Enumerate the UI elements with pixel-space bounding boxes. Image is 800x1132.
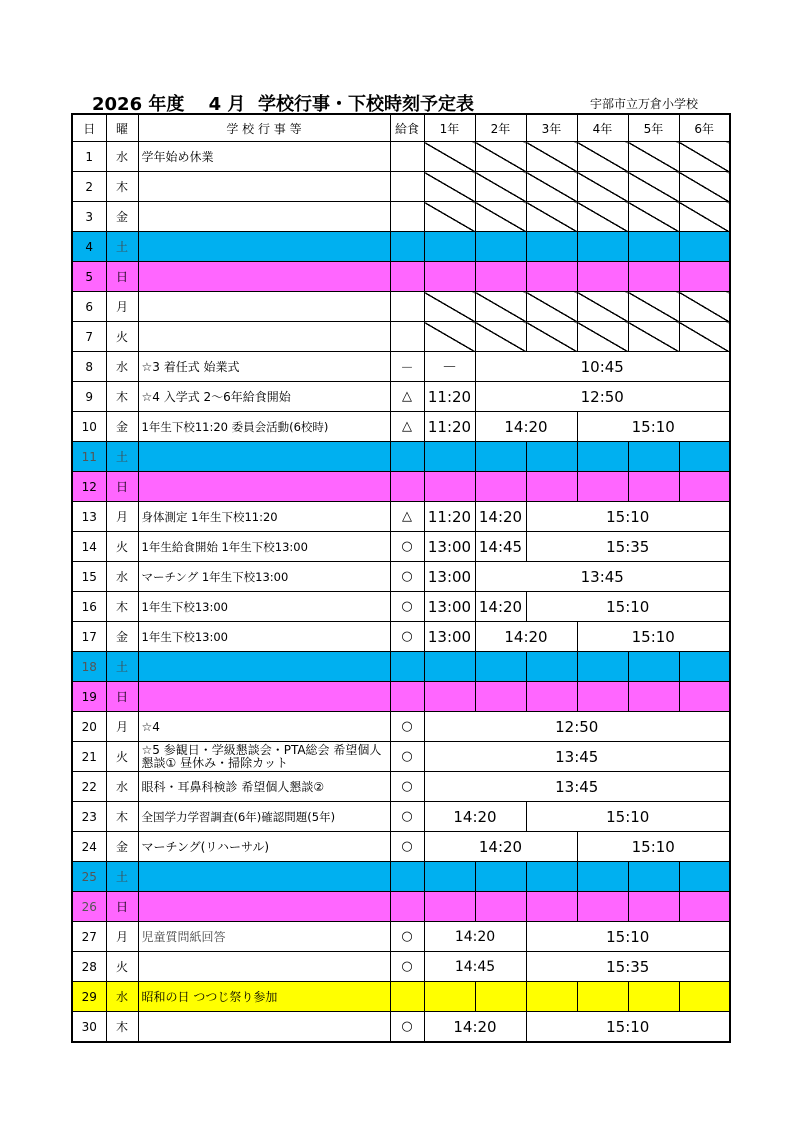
table-row <box>72 412 730 442</box>
event-cell <box>138 652 390 682</box>
grade-cell <box>577 232 628 262</box>
grade-1-time: 11:20 <box>424 382 475 412</box>
header-grade-5: 5年 <box>628 114 679 142</box>
grade-cell <box>526 892 577 922</box>
no-school-cell <box>424 172 475 202</box>
day-cell: 2 <box>72 172 106 202</box>
grade-cell <box>424 982 475 1012</box>
header-events: 学 校 行 事 等 <box>138 114 390 142</box>
table-row-saturday <box>72 442 730 472</box>
day-cell: 4 <box>72 232 106 262</box>
no-school-cell <box>526 172 577 202</box>
day-cell: 22 <box>72 772 106 802</box>
day-cell: 9 <box>72 382 106 412</box>
grade-cell <box>628 892 679 922</box>
day-cell: 19 <box>72 682 106 712</box>
lunch-cell <box>390 892 424 922</box>
lunch-cell: ○ <box>390 1012 424 1043</box>
all-grades-time: 13:45 <box>424 772 730 802</box>
no-school-cell <box>526 142 577 172</box>
event-cell <box>138 292 390 322</box>
day-cell: 1 <box>72 142 106 172</box>
grade-cell <box>628 442 679 472</box>
weekday-cell: 火 <box>106 952 138 982</box>
table-row <box>72 532 730 562</box>
header-grade-6: 6年 <box>679 114 730 142</box>
grades-3-6-time: 15:35 <box>526 952 730 982</box>
grade-cell <box>628 472 679 502</box>
day-cell: 7 <box>72 322 106 352</box>
event-cell <box>138 1012 390 1043</box>
day-cell: 25 <box>72 862 106 892</box>
lunch-cell <box>390 262 424 292</box>
day-cell: 30 <box>72 1012 106 1043</box>
table-row-sunday <box>72 472 730 502</box>
grade-2-time: 14:20 <box>475 502 526 532</box>
grade-cell <box>679 652 730 682</box>
no-school-cell <box>577 292 628 322</box>
grades-3-6-time: 15:10 <box>526 592 730 622</box>
grade-cell <box>526 862 577 892</box>
grade-cell <box>577 892 628 922</box>
no-school-cell <box>475 202 526 232</box>
day-cell: 3 <box>72 202 106 232</box>
day-cell: 23 <box>72 802 106 832</box>
weekday-cell: 水 <box>106 142 138 172</box>
day-cell: 12 <box>72 472 106 502</box>
weekday-cell: 日 <box>106 472 138 502</box>
grade-cell <box>628 682 679 712</box>
grade-1-time: 13:00 <box>424 622 475 652</box>
grades-3-6-time: 15:10 <box>526 922 730 952</box>
weekday-cell: 水 <box>106 352 138 382</box>
grade-cell <box>475 682 526 712</box>
day-cell: 11 <box>72 442 106 472</box>
weekday-cell: 水 <box>106 562 138 592</box>
event-cell <box>138 862 390 892</box>
no-school-cell <box>679 292 730 322</box>
header-grade-1: 1年 <box>424 114 475 142</box>
no-school-cell <box>424 202 475 232</box>
weekday-cell: 金 <box>106 412 138 442</box>
weekday-cell: 土 <box>106 232 138 262</box>
no-school-cell <box>475 292 526 322</box>
event-cell <box>138 682 390 712</box>
table-row <box>72 562 730 592</box>
weekday-cell: 金 <box>106 202 138 232</box>
grades-1-2-time: 14:20 <box>424 922 526 952</box>
weekday-cell: 木 <box>106 382 138 412</box>
grades-3-6-time: 15:10 <box>526 802 730 832</box>
day-cell: 29 <box>72 982 106 1012</box>
grade-cell <box>475 442 526 472</box>
event-cell <box>138 442 390 472</box>
weekday-cell: 木 <box>106 802 138 832</box>
lunch-cell: ○ <box>390 562 424 592</box>
grade-cell <box>628 232 679 262</box>
lunch-cell: ○ <box>390 922 424 952</box>
table-row <box>72 172 730 202</box>
lunch-cell: ○ <box>390 832 424 862</box>
grade-cell <box>526 442 577 472</box>
no-school-cell <box>526 322 577 352</box>
lunch-cell: － <box>390 352 424 382</box>
event-cell: マーチング(リハーサル) <box>138 832 390 862</box>
lunch-cell <box>390 982 424 1012</box>
grades-1-2-time: 14:20 <box>424 802 526 832</box>
grade-1-time: 13:00 <box>424 532 475 562</box>
no-school-cell <box>475 322 526 352</box>
grade-1-time: 13:00 <box>424 562 475 592</box>
day-cell: 27 <box>72 922 106 952</box>
no-school-cell <box>577 142 628 172</box>
event-cell: 全国学力学習調査(6年)確認問題(5年) <box>138 802 390 832</box>
weekday-cell: 土 <box>106 442 138 472</box>
table-row-holiday <box>72 982 730 1012</box>
event-cell: 眼科・耳鼻科検診 希望個人懇談② <box>138 772 390 802</box>
grade-cell <box>424 652 475 682</box>
table-row-sunday <box>72 892 730 922</box>
grade-cell <box>679 472 730 502</box>
event-cell <box>138 322 390 352</box>
day-cell: 20 <box>72 712 106 742</box>
grades-2-6-time: 10:45 <box>475 352 730 382</box>
lunch-cell <box>390 142 424 172</box>
grade-cell <box>679 862 730 892</box>
all-grades-time: 13:45 <box>424 742 730 772</box>
weekday-cell: 金 <box>106 622 138 652</box>
no-school-cell <box>628 172 679 202</box>
day-cell: 24 <box>72 832 106 862</box>
grade-cell <box>526 232 577 262</box>
weekday-cell: 月 <box>106 292 138 322</box>
grade-cell <box>577 262 628 292</box>
lunch-cell: ○ <box>390 742 424 772</box>
school-name: 宇部市立万倉小学校 <box>590 97 699 111</box>
event-cell: ☆5 参観日・学級懇談会・PTA総会 希望個人懇談① 昼休み・掃除カット <box>138 742 390 772</box>
lunch-cell: ○ <box>390 532 424 562</box>
lunch-cell: △ <box>390 502 424 532</box>
grade-cell <box>526 982 577 1012</box>
day-cell: 21 <box>72 742 106 772</box>
grade-cell <box>526 262 577 292</box>
lunch-cell <box>390 292 424 322</box>
table-row-saturday <box>72 652 730 682</box>
day-cell: 14 <box>72 532 106 562</box>
weekday-cell: 月 <box>106 502 138 532</box>
lunch-cell <box>390 682 424 712</box>
table-row <box>72 382 730 412</box>
grade-cell <box>679 232 730 262</box>
table-row-sunday <box>72 682 730 712</box>
no-school-cell <box>679 202 730 232</box>
no-school-cell <box>475 142 526 172</box>
weekday-cell: 水 <box>106 772 138 802</box>
lunch-cell: △ <box>390 412 424 442</box>
weekday-cell: 水 <box>106 982 138 1012</box>
grade-cell <box>628 862 679 892</box>
table-row <box>72 952 730 982</box>
grades-1-2-time: 14:45 <box>424 952 526 982</box>
grade-cell <box>679 982 730 1012</box>
grade-cell <box>424 232 475 262</box>
lunch-cell <box>390 652 424 682</box>
event-cell: 1年生下校13:00 <box>138 592 390 622</box>
grades-3-6-time: 15:10 <box>526 1012 730 1043</box>
grade-cell <box>475 862 526 892</box>
lunch-cell: ○ <box>390 772 424 802</box>
event-cell: 身体測定 1年生下校11:20 <box>138 502 390 532</box>
lunch-cell <box>390 862 424 892</box>
grades-3-6-time: 15:10 <box>526 502 730 532</box>
no-school-cell <box>424 292 475 322</box>
lunch-cell <box>390 442 424 472</box>
header-weekday: 曜 <box>106 114 138 142</box>
no-school-cell <box>424 142 475 172</box>
all-grades-time: 12:50 <box>424 712 730 742</box>
grade-2-time: 14:45 <box>475 532 526 562</box>
lunch-cell <box>390 472 424 502</box>
header-lunch: 給食 <box>390 114 424 142</box>
grades-1-2-time: 14:20 <box>424 1012 526 1043</box>
grades-2-3-time: 14:20 <box>475 412 577 442</box>
table-row <box>72 712 730 742</box>
grade-cell <box>577 652 628 682</box>
lunch-cell: ○ <box>390 622 424 652</box>
weekday-cell: 火 <box>106 322 138 352</box>
grade-cell <box>628 982 679 1012</box>
event-cell: ☆3 着任式 始業式 <box>138 352 390 382</box>
grade-cell <box>628 652 679 682</box>
grade-cell <box>577 862 628 892</box>
day-cell: 13 <box>72 502 106 532</box>
weekday-cell: 土 <box>106 862 138 892</box>
grade-cell <box>475 262 526 292</box>
event-cell: 1年生給食開始 1年生下校13:00 <box>138 532 390 562</box>
table-row <box>72 502 730 532</box>
table-row <box>72 742 730 772</box>
grade-cell <box>577 442 628 472</box>
grade-2-time: 14:20 <box>475 592 526 622</box>
event-cell <box>138 262 390 292</box>
grade-cell <box>679 442 730 472</box>
no-school-cell <box>679 172 730 202</box>
grades-1-3-time: 14:20 <box>424 832 577 862</box>
day-cell: 6 <box>72 292 106 322</box>
event-cell: 昭和の日 つつじ祭り参加 <box>138 982 390 1012</box>
day-cell: 28 <box>72 952 106 982</box>
day-cell: 17 <box>72 622 106 652</box>
grade-cell <box>475 652 526 682</box>
event-cell <box>138 952 390 982</box>
table-row-saturday <box>72 862 730 892</box>
no-school-cell <box>628 322 679 352</box>
grade-cell <box>526 652 577 682</box>
event-cell: マーチング 1年生下校13:00 <box>138 562 390 592</box>
lunch-cell <box>390 322 424 352</box>
page-title: 2026 年度 4 月 学校行事・下校時刻予定表 <box>92 94 474 115</box>
grade-cell <box>679 262 730 292</box>
grade-1-time: 11:20 <box>424 412 475 442</box>
table-row <box>72 142 730 172</box>
grade-cell <box>475 232 526 262</box>
grade-cell <box>577 982 628 1012</box>
grades-2-3-time: 14:20 <box>475 622 577 652</box>
no-school-cell <box>526 292 577 322</box>
weekday-cell: 日 <box>106 262 138 292</box>
event-cell <box>138 232 390 262</box>
grade-cell <box>424 682 475 712</box>
grade-cell <box>424 862 475 892</box>
grade-cell <box>679 892 730 922</box>
event-cell <box>138 202 390 232</box>
day-cell: 18 <box>72 652 106 682</box>
header-grade-4: 4年 <box>577 114 628 142</box>
grade-cell <box>577 682 628 712</box>
table-row <box>72 832 730 862</box>
table-row <box>72 352 730 382</box>
weekday-cell: 火 <box>106 532 138 562</box>
event-cell <box>138 172 390 202</box>
weekday-cell: 月 <box>106 712 138 742</box>
lunch-cell: ○ <box>390 802 424 832</box>
grades-4-6-time: 15:10 <box>577 832 730 862</box>
event-cell: ☆4 入学式 2～6年給食開始 <box>138 382 390 412</box>
lunch-cell <box>390 172 424 202</box>
weekday-cell: 木 <box>106 172 138 202</box>
no-school-cell <box>628 142 679 172</box>
event-cell <box>138 892 390 922</box>
weekday-cell: 日 <box>106 892 138 922</box>
grade-cell <box>475 982 526 1012</box>
schedule-table <box>71 113 731 1043</box>
header-grade-2: 2年 <box>475 114 526 142</box>
weekday-cell: 金 <box>106 832 138 862</box>
weekday-cell: 木 <box>106 592 138 622</box>
day-cell: 16 <box>72 592 106 622</box>
weekday-cell: 日 <box>106 682 138 712</box>
header-day: 日 <box>72 114 106 142</box>
weekday-cell: 月 <box>106 922 138 952</box>
day-cell: 8 <box>72 352 106 382</box>
day-cell: 5 <box>72 262 106 292</box>
table-row <box>72 592 730 622</box>
grades-3-6-time: 15:35 <box>526 532 730 562</box>
grade-cell <box>475 472 526 502</box>
day-cell: 15 <box>72 562 106 592</box>
grades-4-6-time: 15:10 <box>577 412 730 442</box>
table-row <box>72 322 730 352</box>
table-row <box>72 802 730 832</box>
day-cell: 26 <box>72 892 106 922</box>
table-row <box>72 202 730 232</box>
grade-cell <box>424 262 475 292</box>
event-cell: 1年生下校11:20 委員会活動(6校時) <box>138 412 390 442</box>
event-cell: 学年始め休業 <box>138 142 390 172</box>
no-school-cell <box>424 322 475 352</box>
table-row <box>72 622 730 652</box>
lunch-cell: ○ <box>390 952 424 982</box>
grade-1-time: － <box>424 352 475 382</box>
header-grade-3: 3年 <box>526 114 577 142</box>
grade-cell <box>526 682 577 712</box>
weekday-cell: 木 <box>106 1012 138 1043</box>
grade-cell <box>475 892 526 922</box>
table-row-saturday <box>72 232 730 262</box>
grades-2-6-time: 13:45 <box>475 562 730 592</box>
grade-cell <box>424 442 475 472</box>
weekday-cell: 土 <box>106 652 138 682</box>
table-row-sunday <box>72 262 730 292</box>
lunch-cell <box>390 202 424 232</box>
no-school-cell <box>628 202 679 232</box>
lunch-cell: ○ <box>390 712 424 742</box>
day-cell: 10 <box>72 412 106 442</box>
header-row <box>72 114 730 142</box>
table-row <box>72 922 730 952</box>
grades-2-6-time: 12:50 <box>475 382 730 412</box>
table-row <box>72 1012 730 1043</box>
no-school-cell <box>577 202 628 232</box>
lunch-cell: △ <box>390 382 424 412</box>
grade-cell <box>577 472 628 502</box>
no-school-cell <box>577 322 628 352</box>
no-school-cell <box>679 142 730 172</box>
table-row <box>72 292 730 322</box>
no-school-cell <box>628 292 679 322</box>
no-school-cell <box>577 172 628 202</box>
grades-4-6-time: 15:10 <box>577 622 730 652</box>
event-cell <box>138 472 390 502</box>
grade-cell <box>628 262 679 292</box>
lunch-cell <box>390 232 424 262</box>
event-cell: 児童質問紙回答 <box>138 922 390 952</box>
lunch-cell: ○ <box>390 592 424 622</box>
grade-cell <box>679 682 730 712</box>
no-school-cell <box>475 172 526 202</box>
weekday-cell: 火 <box>106 742 138 772</box>
no-school-cell <box>526 202 577 232</box>
grade-cell <box>526 472 577 502</box>
event-cell: ☆4 <box>138 712 390 742</box>
grade-1-time: 11:20 <box>424 502 475 532</box>
grade-1-time: 13:00 <box>424 592 475 622</box>
grade-cell <box>424 892 475 922</box>
table-row <box>72 772 730 802</box>
no-school-cell <box>679 322 730 352</box>
event-cell: 1年生下校13:00 <box>138 622 390 652</box>
grade-cell <box>424 472 475 502</box>
